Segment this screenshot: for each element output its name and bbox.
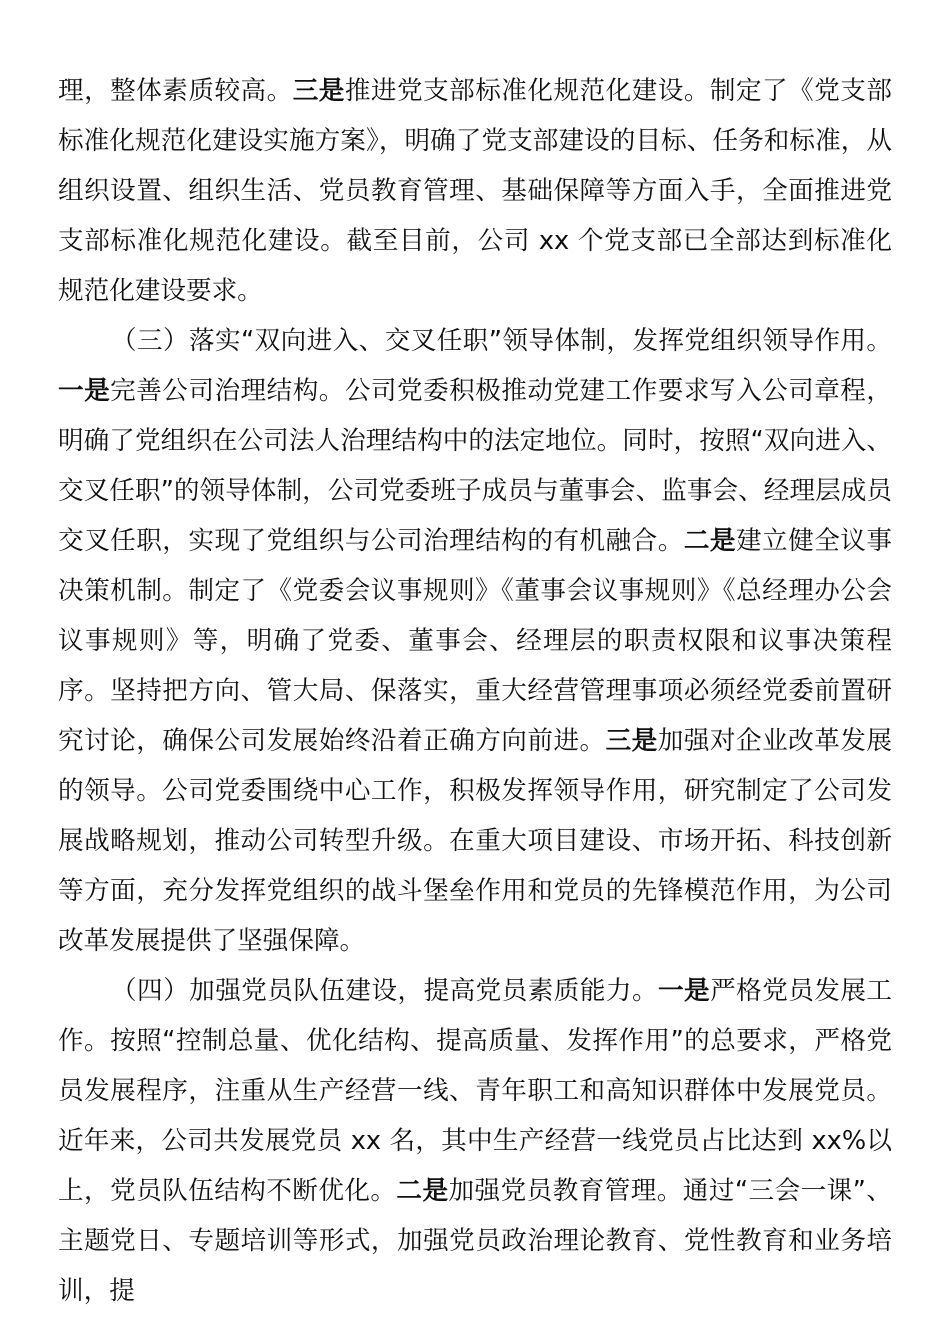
document-page [58, 66, 892, 1316]
bold-lead-san: 三是 [605, 726, 658, 756]
text-segment: 推进党支部标准化规范化建设。制定了《党支部标准化规范化建设实施方案》，明确了党支部建设的目标、任务和标准，从组织设置、组织生活、党员教育管理、基础保障等方面入手，全面推进党支部标准化规范化建设。截至目前，公司 xx 个党支部已全部达到标准化规范化建设要求。 [58, 76, 892, 306]
bold-lead-san: 三是 [292, 76, 345, 106]
text-segment: 加强对企业改革发展的领导。公司党委围绕中心工作，积极发挥领导作用，研究制定了公司发展战略规划，推动公司转型升级。在重大项目建设、市场开拓、科技创新等方面，充分发挥党组织的战斗堡垒作用和党员的先锋模范作用，为公司改革发展提供了坚强保障。 [58, 726, 892, 956]
paragraph-section-3 [58, 316, 892, 966]
text-segment: 完善公司治理结构。公司党委积极推动党建工作要求写入公司章程，明确了党组织在公司法人治理结构中的法定地位。同时，按照“双向进入、交叉任职”的领导体制，公司党委班子成员与董事会、监事会、经理层成员交叉任职，实现了党组织与公司治理结构的有机融合。 [58, 376, 892, 556]
text-segment: 理，整体素质较高。 [58, 76, 293, 106]
bold-lead-er: 二是 [683, 526, 736, 556]
text-segment: 严格党员发展工作。按照“控制总量、优化结构、提高质量、发挥作用”的总要求，严格党员发展程序，注重从生产经营一线、青年职工和高知识群体中发展党员。近年来，公司共发展党员 xx 名，其中生产经营一线党员占比达到 xx%以上，党员队伍结构不断优化。 [58, 976, 892, 1206]
text-segment: 加强党员教育管理。通过“三会一课”、主题党日、专题培训等形式，加强党员政治理论教育、党性教育和业务培训，提 [58, 1176, 892, 1306]
section-heading: （四）加强党员队伍建设，提高党员素质能力。 [111, 976, 658, 1006]
section-heading: （三）落实“双向进入、交叉任职”领导体制，发挥党组织领导作用。 [111, 326, 892, 356]
bold-lead-yi: 一是 [658, 976, 711, 1006]
paragraph-section-4 [58, 966, 892, 1316]
paragraph-continuation [58, 66, 892, 316]
bold-lead-yi: 一是 [58, 376, 111, 406]
text-segment: 建立健全议事决策机制。制定了《党委会议事规则》《董事会议事规则》《总经理办公会议事规则》等，明确了党委、董事会、经理层的职责权限和议事决策程序。坚持把方向、管大局、保落实，重大经营管理事项必须经党委前置研究讨论，确保公司发展始终沿着正确方向前进。 [58, 526, 892, 756]
bold-lead-er: 二是 [396, 1176, 449, 1206]
